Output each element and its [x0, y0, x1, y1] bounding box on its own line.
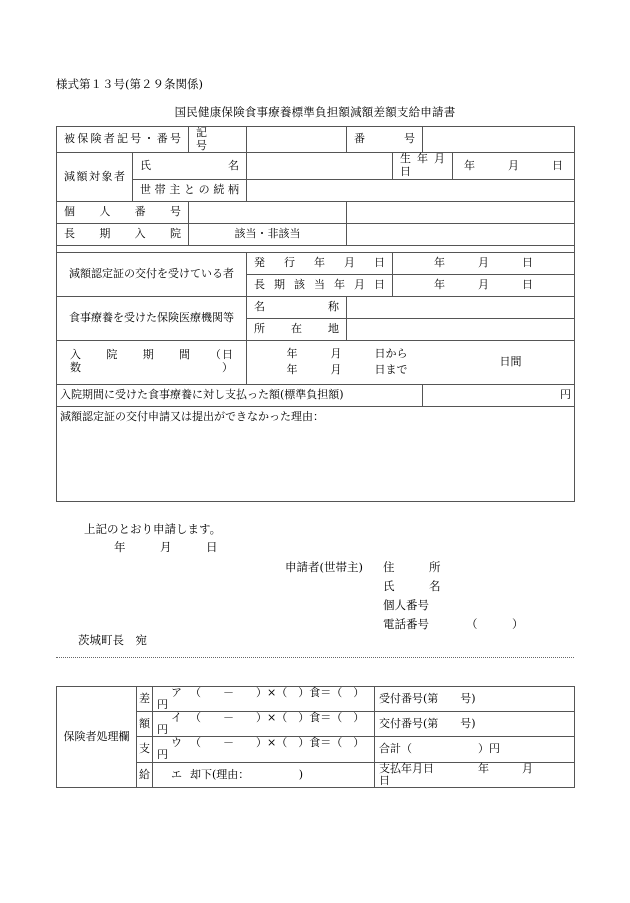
- vertical-label-char-2: 額: [137, 712, 153, 737]
- row-insured-number: [57, 127, 575, 153]
- field-number-value[interactable]: [423, 127, 575, 153]
- label-issue-date: 発 行 年 月 日: [247, 252, 393, 274]
- label-hospital-period: 入 院 期 間 （日 数）: [57, 340, 247, 384]
- row-paid-amount: [57, 384, 575, 406]
- processing-formula-1[interactable]: ア （ － ）×（ ）食＝（ ）円: [153, 687, 375, 712]
- row-personal-number: [57, 201, 575, 223]
- applicant-address-label: 住 所: [383, 560, 441, 574]
- label-institution: 食事療養を受けた保険医療機関等: [57, 296, 247, 340]
- field-hospital-period[interactable]: [247, 340, 575, 384]
- form-number: 様式第１３号(第２９条関係): [56, 77, 203, 91]
- processing-right-label-3[interactable]: 合計（ ）円: [375, 737, 575, 762]
- field-relation-value[interactable]: [247, 179, 575, 201]
- applicant-phone-label: 電話番号: [383, 617, 429, 631]
- field-reason-box[interactable]: [57, 406, 575, 501]
- label-paid-amount: 入院期間に受けた食事療養に対し支払った額(標準負担額): [57, 384, 423, 406]
- processing-formula-3[interactable]: ウ （ － ）×（ ）食＝（ ）円: [153, 737, 375, 762]
- label-number: 番 号: [347, 127, 423, 153]
- label-insurer-processing: 保険者処理欄: [57, 687, 137, 788]
- vertical-label-char-1: 差: [137, 687, 153, 712]
- label-insured-number: 被保険者記号・番号: [57, 127, 189, 153]
- vertical-label-char-4: 給: [137, 762, 153, 787]
- label-birthdate: 生 年 月 日: [393, 153, 453, 179]
- label-reason: 減額認定証の交付申請又は提出ができなかった理由：: [60, 409, 324, 423]
- document-title: 国民健康保険食事療養標準負担額減額差額支給申請書: [174, 105, 456, 119]
- field-birthdate-value[interactable]: 年 月 日: [453, 153, 575, 179]
- applicant-name-label: 氏 名: [383, 579, 441, 593]
- field-institution-name-value[interactable]: [347, 296, 575, 318]
- field-long-term-date-value[interactable]: 年 月 日: [393, 274, 575, 296]
- field-name-value[interactable]: [247, 153, 393, 179]
- field-symbol-value[interactable]: [247, 127, 347, 153]
- applicant-personal-number-label: 個人番号: [383, 598, 429, 612]
- spacer-cell-longterm: [347, 223, 575, 245]
- spacer-cell-personal: [347, 201, 575, 223]
- processing-right-label-4[interactable]: 支払年月日 年 月 日: [375, 762, 575, 787]
- field-personal-number-value[interactable]: [189, 201, 347, 223]
- row-cert-issue-date: [57, 252, 575, 274]
- field-paid-amount-value[interactable]: [423, 384, 575, 406]
- addressee: 茨城町長 宛: [78, 633, 147, 647]
- insurer-processing-table: [56, 686, 575, 788]
- processing-row-1: [57, 687, 575, 712]
- label-cert-holder: 減額認定証の交付を受けている者: [57, 252, 247, 296]
- label-personal-number: 個 人 番 号: [57, 201, 189, 223]
- processing-formula-2[interactable]: イ （ － ）×（ ）食＝（ ）円: [153, 712, 375, 737]
- applicant-phone-value[interactable]: （ ）: [466, 617, 524, 631]
- main-form-table: [56, 126, 575, 502]
- label-long-term-date: 長 期 該 当 年 月 日: [247, 274, 393, 296]
- label-relation: 世帯主との続柄: [133, 179, 247, 201]
- processing-right-label-2[interactable]: 交付番号(第 号): [375, 712, 575, 737]
- label-institution-address: 所 在 地: [247, 318, 347, 340]
- processing-formula-4[interactable]: エ 却下(理由： ): [153, 762, 375, 787]
- label-name: 氏 名: [133, 153, 247, 179]
- label-long-term: 長 期 入 院: [57, 223, 189, 245]
- row-reason: [57, 406, 575, 501]
- declaration-date-line[interactable]: 年 月 日: [114, 540, 218, 554]
- field-issue-date-value[interactable]: 年 月 日: [393, 252, 575, 274]
- label-institution-name: 名 称: [247, 296, 347, 318]
- row-target-name: [57, 153, 575, 179]
- label-symbol: 記 号: [189, 127, 247, 153]
- field-institution-address-value[interactable]: [347, 318, 575, 340]
- period-days-label: 日間: [499, 354, 522, 368]
- yen-unit-label: 円: [560, 387, 572, 401]
- field-long-term-value[interactable]: 該当・非該当: [189, 223, 347, 245]
- row-long-term: [57, 223, 575, 245]
- spacer-gap: [57, 245, 575, 252]
- applicant-label: 申請者(世帯主): [285, 560, 363, 574]
- cut-line-separator: [56, 657, 574, 658]
- declaration-statement: 上記のとおり申請します。: [84, 522, 222, 536]
- period-from: 年 月 日から: [286, 347, 408, 361]
- period-to: 年 月 日まで: [286, 363, 408, 377]
- row-relation: [57, 179, 575, 201]
- row-hospital-period: [57, 340, 575, 384]
- processing-right-label-1[interactable]: 受付番号(第 号): [375, 687, 575, 712]
- label-target-person: 減額対象者: [57, 153, 133, 201]
- vertical-label-char-3: 支: [137, 737, 153, 762]
- row-institution-name: [57, 296, 575, 318]
- row-spacer: [57, 245, 575, 252]
